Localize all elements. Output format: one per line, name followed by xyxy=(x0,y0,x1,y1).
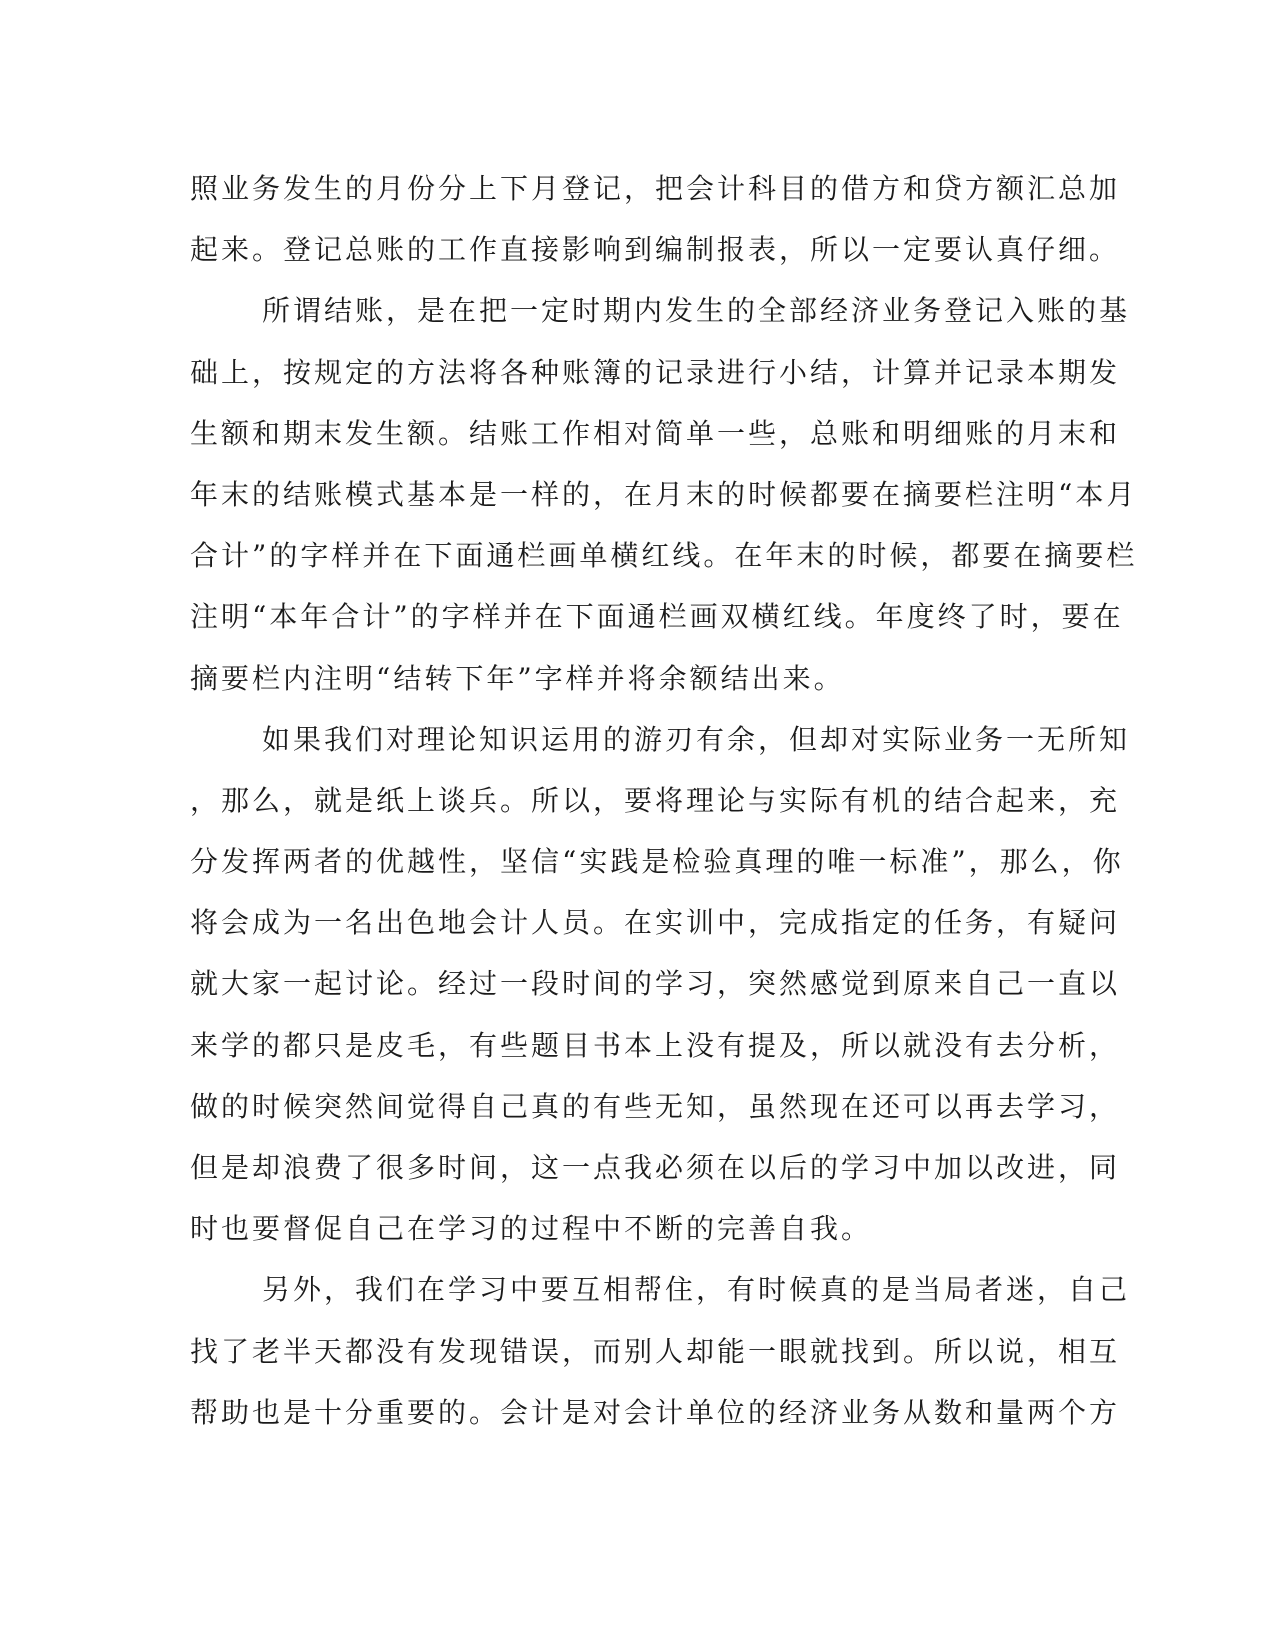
text-line: 时也要督促自己在学习的过程中不断的完善自我。 xyxy=(190,1212,873,1246)
paragraph xyxy=(190,280,1138,708)
text-line: 注明“本年合计”的字样并在下面通栏画双横红线。年度终了时，要在 xyxy=(190,600,1124,634)
text-line: 起来。登记总账的工作直接影响到编制报表，所以一定要认真仔细。 xyxy=(190,233,1121,267)
text-line: 来学的都只是皮毛，有些题目书本上没有提及，所以就没有去分析， xyxy=(190,1028,1121,1062)
text-line: 分发挥两者的优越性，坚信“实践是检验真理的唯一标准”，那么，你 xyxy=(190,845,1124,879)
text-line: 照业务发生的月份分上下月登记，把会计科目的借方和贷方额汇总加 xyxy=(190,172,1121,205)
text-line: 所谓结账，是在把一定时期内发生的全部经济业务登记入账的基 xyxy=(262,294,1131,328)
paragraph xyxy=(190,158,1121,280)
text-line: 做的时候突然间觉得自己真的有些无知，虽然现在还可以再去学习， xyxy=(190,1089,1121,1123)
text-line: ，那么，就是纸上谈兵。所以，要将理论与实际有机的结合起来，充 xyxy=(190,783,1121,817)
text-line: 但是却浪费了很多时间，这一点我必须在以后的学习中加以改进，同 xyxy=(190,1151,1121,1184)
paragraph xyxy=(190,709,1131,1260)
body-text xyxy=(190,158,1138,1443)
text-line: 合计”的字样并在下面通栏画单横红线。在年末的时候，都要在摘要栏 xyxy=(190,539,1138,573)
text-line: 年末的结账模式基本是一样的，在月末的时候都要在摘要栏注明“本月 xyxy=(190,477,1138,511)
paragraph xyxy=(190,1259,1131,1443)
text-line: 找了老半天都没有发现错误，而别人却能一眼就找到。所以说，相互 xyxy=(190,1334,1121,1368)
text-line: 如果我们对理论知识运用的游刃有余，但却对实际业务一无所知 xyxy=(262,722,1131,756)
text-line: 础上，按规定的方法将各种账簿的记录进行小结，计算并记录本期发 xyxy=(190,355,1121,389)
text-line: 生额和期末发生额。结账工作相对简单一些，总账和明细账的月末和 xyxy=(190,416,1121,450)
text-line: 帮助也是十分重要的。会计是对会计单位的经济业务从数和量两个方 xyxy=(190,1395,1121,1429)
text-line: 另外，我们在学习中要互相帮住，有时候真的是当局者迷，自己 xyxy=(262,1273,1131,1307)
text-line: 就大家一起讨论。经过一段时间的学习，突然感觉到原来自己一直以 xyxy=(190,967,1121,1001)
text-line: 摘要栏内注明“结转下年”字样并将余额结出来。 xyxy=(190,661,845,695)
text-line: 将会成为一名出色地会计人员。在实训中，完成指定的任务，有疑问 xyxy=(190,906,1121,940)
